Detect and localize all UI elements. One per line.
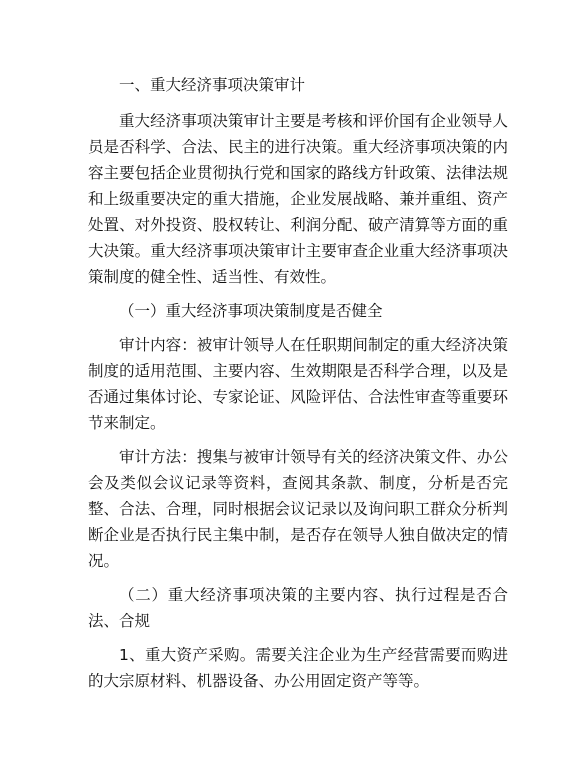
paragraph-audit-overview: 重大经济事项决策审计主要是考核和评价国有企业领导人员是否科学、合法、民主的进行决策。重大经济事项决策的内容主要包括企业贯彻执行党和国家的路线方针政策、法律法规和上级重要决定的重大措施，企业发展战略、兼并重组、资产处置、对外投资、股权转让、利润分配、破产清算等方面的重大决策。重大经济事项决策审计主要审查企业重大经济事项决策制度的健全性、适当性、有效性。 bbox=[88, 112, 508, 286]
paragraph-audit-content: 审计内容：被审计领导人在任职期间制定的重大经济决策制度的适用范围、主要内容、生效期限是否科学合理，以及是否通过集体讨论、专家论证、风险评估、合法性审查等重要环节来制定。 bbox=[88, 336, 508, 432]
section-heading-major-decision-audit: 一、重大经济事项决策审计 bbox=[119, 76, 306, 94]
subsection-heading-system-soundness: （一）重大经济事项决策制度是否健全 bbox=[119, 302, 383, 320]
paragraph-major-asset-procurement: 1、重大资产采购。需要关注企业为生产经营需要而购进的大宗原材料、机器设备、办公用固定资产等等。 bbox=[88, 646, 508, 690]
paragraph-audit-method: 审计方法：搜集与被审计领导有关的经济决策文件、办公会及类似会议记录等资料，查阅其条款、制度，分析是否完整、合法、合理，同时根据会议记录以及询问职工群众分析判断企业是否执行民主集中制，是否存在领导人独自做决定的情况。 bbox=[88, 448, 508, 570]
subsection-heading-legality-compliance: （二）重大经济事项决策的主要内容、执行过程是否合法、合规 bbox=[88, 586, 508, 630]
document-body bbox=[88, 72, 508, 694]
